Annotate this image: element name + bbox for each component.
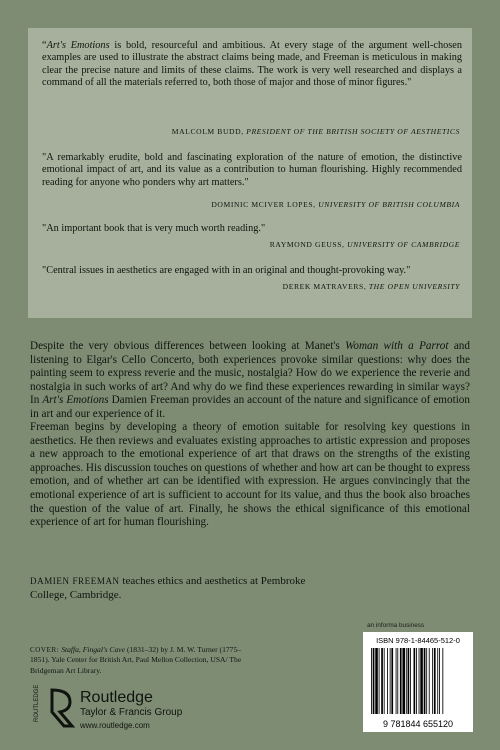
- barcode-bar: [439, 648, 440, 714]
- barcode-bar: [391, 648, 393, 714]
- barcode-bar: [371, 648, 372, 714]
- book-title-italic: Art's Emotions: [46, 40, 110, 51]
- barcode-bar: [429, 648, 430, 714]
- barcode-bar: [420, 648, 423, 714]
- barcode-bar: [379, 648, 380, 714]
- review-attribution-4: DEREK MATRAVERS, THE OPEN UNIVERSITY: [282, 282, 460, 291]
- barcode-bar: [384, 648, 385, 714]
- barcode-bar: [397, 648, 398, 714]
- publisher-url: www.routledge.com: [80, 721, 150, 730]
- isbn-text: ISBN 978-1-84465-512-0: [376, 636, 460, 645]
- barcode-bar: [373, 648, 375, 714]
- cover-credit: COVER: Staffa, Fingal's Cave (1831–32) by J. M. W. Turner (1775–1851). Yale Center for British Art, Paul Mellon Collection, USA/ The Bridgeman Art Library.: [30, 645, 242, 675]
- publisher-name: Routledge: [80, 689, 153, 706]
- barcode-bar: [381, 648, 383, 714]
- barcode-bar: [406, 648, 407, 714]
- barcode-bar: [400, 648, 402, 714]
- barcode-bar: [434, 648, 436, 714]
- barcode-bar: [390, 648, 391, 714]
- barcode-bar: [437, 648, 438, 714]
- informa-business-label: an informa business: [367, 622, 425, 629]
- review-attribution-2: DOMINIC MCIVER LOPES, UNIVERSITY OF BRITISH COLUMBIA: [211, 200, 460, 209]
- review-quote-3: "An important book that is very much worth reading.": [42, 223, 266, 234]
- barcode-bar: [410, 648, 411, 714]
- barcode-bar: [396, 648, 397, 714]
- author-bio: DAMIEN FREEMAN teaches ethics and aesthetics at Pembroke College, Cambridge.: [30, 575, 306, 601]
- barcode-bar: [408, 648, 410, 714]
- spine-logo-text: ROUTLEDGE: [34, 684, 40, 722]
- barcode-digits: 9 781844 655120: [382, 719, 454, 729]
- routledge-mark-icon: [30, 684, 240, 739]
- isbn-barcode: [363, 632, 473, 732]
- review-attribution-1: MALCOLM BUDD, PRESIDENT OF THE BRITISH SOCIETY OF AESTHETICS: [171, 127, 460, 136]
- barcode-bar: [432, 648, 433, 714]
- description-paragraph-1: Despite the very obvious differences between looking at Manet's Woman with a Parrot and listening to Elgar's Cello Concerto, both experiences provoke similar questions: why does the painting seem to express reverie and the music, nostalgia? How do we experience the reverie and nostalgia in such works of art? And why do we find these experiences rewarding in similar ways? In Art's Emotions Damien Freeman provides an account of the nature and significance of emotion in art and our experience of it.: [30, 340, 470, 420]
- barcode-bar: [442, 648, 443, 714]
- review-quote-4: "Central issues in aesthetics are engaged with in an original and thought-provoking way.": [42, 265, 411, 276]
- barcode-bar: [419, 648, 420, 714]
- review-attribution-3: RAYMOND GEUSS, UNIVERSITY OF CAMBRIDGE: [269, 240, 460, 249]
- barcode-bar: [387, 648, 388, 714]
- routledge-logo: [30, 684, 240, 739]
- barcode-bars: [371, 648, 443, 714]
- barcode-bar: [375, 648, 378, 714]
- review-quote-1: “Art's Emotions is bold, resourceful and ambitious. At every stage of the argument well-chosen examples are used to illustrate the abstract claims being made, and Freeman is meticulous in making clear the precise nature and limits of these claims. The work is very well researched and displays a command of all the materials referred to, both those of major and those of minor figures.": [42, 40, 462, 89]
- barcode-bar: [416, 648, 417, 714]
- review-quote-2: "A remarkably erudite, bold and fascinating exploration of the nature of emotion, the distinctive emotional impact of art, and its value as a contribution to human flourishing. Highly recommended reading for anyone who ponders why art matters.": [42, 152, 462, 188]
- description-paragraph-2: Freeman begins by developing a theory of emotion suitable for resolving key questions in aesthetics. He then reviews and evaluates existing approaches to artistic expression and proposes a new approach to the emotional experience of art that draws on the strengths of the existing approaches. His discussion touches on questions of whether and how art can be thought to express emotion, and of whether art can be identified with expression. He argues convincingly that the emotional experience of art is sufficient to account for its value, and thus the book also broaches the question of the value of art. Finally, he shows the ethical significance of this emotional experience of art for human flourishing.: [30, 421, 470, 529]
- barcode-bar: [414, 648, 416, 714]
- barcode-bar: [402, 648, 405, 714]
- barcode-bar: [426, 648, 427, 714]
- barcode-bar: [424, 648, 426, 714]
- publisher-group: Taylor & Francis Group: [80, 707, 183, 718]
